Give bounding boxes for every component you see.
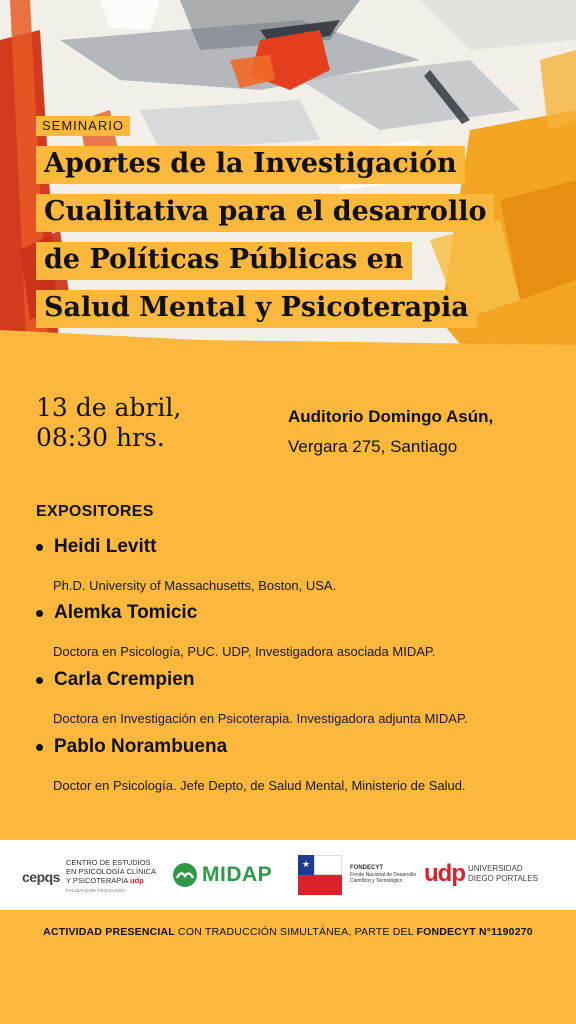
seminar-title-line-1: Aportes de la Investigación: [36, 146, 465, 184]
speaker-description: Doctor en Psicología. Jefe Depto, de Salud Mental, Ministerio de Salud.: [53, 778, 466, 793]
cepqs-line-1: CENTRO DE ESTUDIOS: [65, 858, 151, 867]
fondecyt-logo: [298, 855, 416, 895]
midap-leaf-icon: [172, 862, 198, 888]
udp-line-1: UNIVERSIDAD: [467, 864, 523, 873]
venue-name: Auditorio Domingo Asún,: [288, 407, 494, 426]
bullet-icon: [36, 544, 43, 551]
speaker-item: [36, 735, 556, 795]
speaker-name: Heidi Levitt: [54, 536, 157, 557]
udp-logo: [424, 860, 538, 888]
event-date: 13 de abril,: [36, 393, 182, 422]
seminar-label: SEMINARIO: [36, 116, 130, 136]
cepqs-line-3: Y PSICOTERAPIA: [65, 876, 128, 885]
footer-note: [0, 926, 576, 938]
speaker-description: Doctora en Investigación en Psicoterapia. Investigadora adjunta MIDAP.: [53, 711, 468, 726]
event-venue: [288, 402, 493, 462]
speaker-item: [36, 535, 556, 595]
sponsor-logos-strip: [0, 840, 576, 910]
speaker-name: Pablo Norambuena: [54, 736, 228, 757]
event-time: 08:30 hrs.: [36, 423, 165, 452]
speaker-description: Doctora en Psicología, PUC. UDP, Investigadora asociada MIDAP.: [53, 644, 436, 659]
fondecyt-line-1: Fondo Nacional de Desarrollo: [350, 871, 417, 878]
seminar-title-line-4: Salud Mental y Psicoterapia: [36, 290, 477, 328]
footer-part-2: CON TRADUCCIÓN SIMULTÁNEA, PARTE DEL: [174, 926, 417, 938]
bullet-icon: [36, 744, 43, 751]
seminar-title-line-2: Cualitativa para el desarrollo: [36, 194, 494, 232]
speaker-name: Carla Crempien: [54, 669, 195, 690]
cepqs-line-2: EN PSICOLOGÍA CLÍNICA: [65, 867, 156, 876]
udp-line-2: DIEGO PORTALES: [467, 874, 538, 883]
udp-mark: udp: [424, 860, 465, 887]
bullet-icon: [36, 677, 43, 684]
event-date-time: [36, 393, 181, 453]
speaker-name: Alemka Tomicic: [54, 602, 198, 623]
seminar-title-line-3: de Políticas Públicas en: [36, 242, 412, 280]
cepqs-udp: udp: [130, 876, 144, 885]
gobierno-chile-icon: ★: [298, 855, 342, 895]
speaker-item: [36, 601, 556, 661]
speaker-item: [36, 668, 556, 728]
cepqs-mark: cepqs: [22, 868, 60, 885]
cepqs-logo: [22, 858, 156, 895]
fondecyt-line-2: Científico y Tecnológico: [350, 878, 403, 885]
venue-address: Vergara 275, Santiago: [288, 437, 458, 456]
bullet-icon: [36, 610, 43, 617]
footer-part-1: ACTIVIDAD PRESENCIAL: [43, 926, 175, 938]
speaker-description: Ph.D. University of Massachusetts, Boston, USA.: [53, 578, 337, 593]
cepqs-faculty: FACULTAD DE PSICOLOGÍA: [65, 888, 126, 893]
midap-text: MIDAP: [202, 863, 273, 886]
midap-logo: [172, 862, 272, 888]
speakers-heading: EXPOSITORES: [36, 503, 154, 520]
fondecyt-name: FONDECYT: [350, 865, 383, 872]
footer-part-3: FONDECYT N°1190270: [416, 926, 533, 938]
